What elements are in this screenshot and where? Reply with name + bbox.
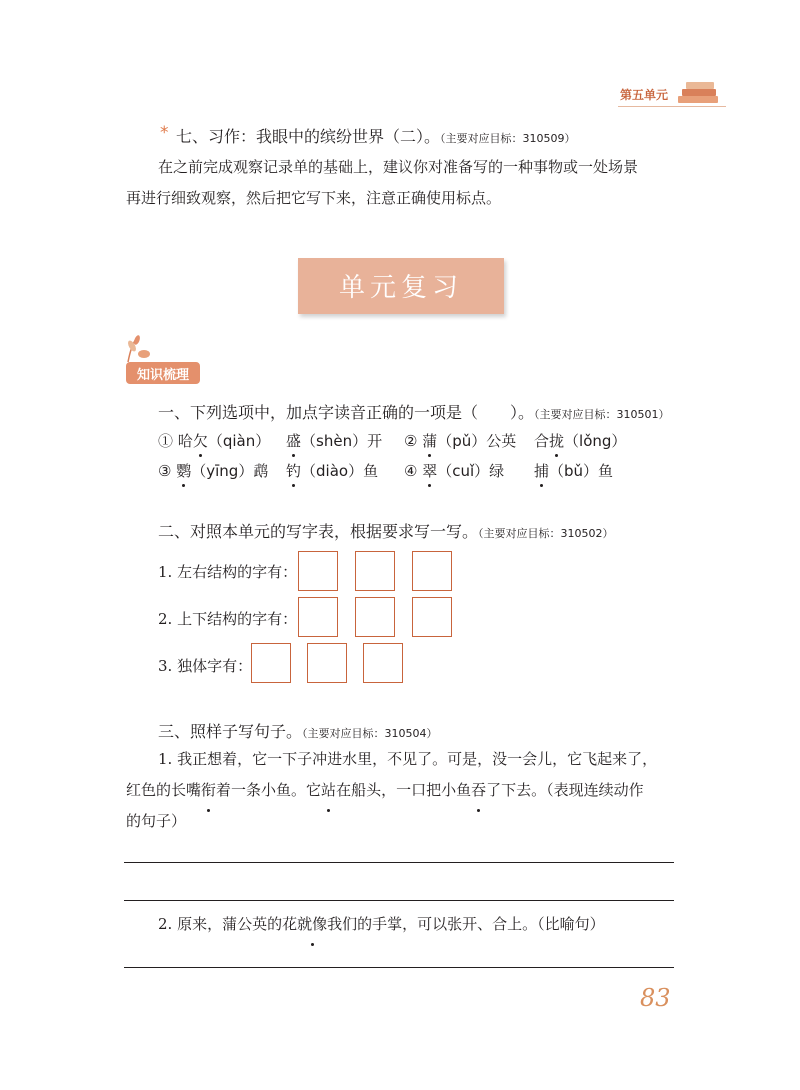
pinyin: （shèn）	[301, 432, 368, 450]
option-marker: ②	[404, 432, 418, 450]
q2-item-3-label: 3. 独体字有：	[158, 657, 253, 675]
word-part: 鱼	[363, 462, 379, 480]
writing-box[interactable]	[412, 551, 452, 591]
pinyin: （yīng）	[191, 462, 254, 480]
dotted-char: 捕	[534, 462, 550, 480]
answer-line[interactable]	[124, 900, 674, 901]
writing-box[interactable]	[298, 597, 338, 637]
word-part: 绿	[489, 462, 505, 480]
pinyin: （diào）	[301, 462, 364, 480]
text-part: 在船头，一口把小鱼	[336, 781, 472, 799]
text-part: 了下去。（表现连续动作	[486, 781, 644, 799]
q1-title: 一、下列选项中，加点字读音正确的一项是（ ）。	[158, 403, 535, 422]
section7-paragraph	[126, 152, 639, 214]
q2-heading	[158, 519, 614, 542]
q3-sentence-2	[158, 909, 605, 940]
option-marker: ①	[158, 432, 174, 450]
q1-option-1b	[286, 430, 382, 451]
writing-box[interactable]	[363, 643, 403, 683]
dotted-char: 就像	[297, 909, 327, 940]
word-part: 鹉	[253, 462, 269, 480]
pinyin: （cuǐ）	[437, 462, 490, 480]
knowledge-badge-label: 知识梳理	[136, 368, 189, 383]
header-rule	[618, 106, 726, 107]
q1-option-2b	[534, 430, 626, 451]
writing-box[interactable]	[251, 643, 291, 683]
q1-option-3	[158, 460, 268, 481]
word-part: 哈	[177, 432, 193, 450]
section7-note: （主要对应目标：310509）	[440, 132, 576, 145]
dotted-char: 衔	[201, 775, 216, 806]
q1-heading	[158, 400, 670, 423]
unit-label: 第五单元	[620, 88, 669, 102]
pinyin: （lǒng）	[564, 432, 627, 450]
q3-s1-line-2	[126, 775, 657, 806]
answer-line[interactable]	[124, 862, 674, 863]
writing-box[interactable]	[307, 643, 347, 683]
dotted-char: 翠	[422, 462, 438, 480]
q1-option-4	[404, 460, 504, 481]
dotted-char: 站	[321, 775, 336, 806]
word-part: 开	[367, 432, 383, 450]
text-part: 我们的手掌，可以张开、合上。（比喻句）	[327, 915, 605, 933]
text-part: 2. 原来，蒲公英的花	[158, 915, 298, 933]
dotted-char: 蒲	[422, 432, 438, 450]
dotted-char: 鹦	[176, 462, 192, 480]
writing-box[interactable]	[412, 597, 452, 637]
pinyin: （pǔ）	[437, 432, 487, 450]
section7-line-1: 在之前完成观察记录单的基础上，建议你对准备写的一种事物或一处场景	[158, 158, 639, 176]
answer-line[interactable]	[124, 967, 674, 968]
word-part: 公英	[486, 432, 517, 450]
q1-option-1	[158, 430, 270, 451]
writing-box[interactable]	[298, 551, 338, 591]
q1-option-3b	[286, 460, 378, 481]
q3-note: （主要对应目标：310504）	[302, 727, 438, 740]
section7-title: 七、习作：我眼中的缤纷世界（二）。	[176, 127, 441, 146]
q1-option-2	[404, 430, 516, 451]
q3-heading	[158, 719, 438, 742]
q2-title: 二、对照本单元的写字表，根据要求写一写。	[158, 522, 479, 541]
q2-item-2-label: 2. 上下结构的字有：	[158, 610, 298, 628]
q3-s1-line-1: 1. 我正想着，它一下子冲进水里，不见了。可是，没一会儿，它飞起来了，	[158, 750, 658, 768]
q3-s1-line-3: 的句子）	[126, 812, 187, 830]
dotted-char: 欠	[192, 432, 208, 450]
page-number: 83	[640, 984, 671, 1012]
dotted-char: 钓	[286, 462, 302, 480]
section7-heading	[176, 124, 576, 147]
dotted-char: 盛	[286, 432, 302, 450]
dotted-char: 吞	[471, 775, 486, 806]
section7-line-2: 再进行细致观察，然后把它写下来，注意正确使用标点。	[126, 189, 502, 207]
q2-item-1-label: 1. 左右结构的字有：	[158, 563, 298, 581]
review-title: 单元复习	[338, 273, 463, 303]
writing-box[interactable]	[355, 597, 395, 637]
q3-title: 三、照样子写句子。	[158, 722, 303, 741]
option-marker: ③	[158, 462, 172, 480]
writing-box[interactable]	[355, 551, 395, 591]
q1-option-4b	[534, 460, 613, 481]
pinyin: （qiàn）	[207, 432, 271, 450]
star-icon: *	[160, 123, 169, 143]
text-part: 着一条小鱼。它	[216, 781, 322, 799]
dotted-char: 拢	[549, 432, 565, 450]
option-marker: ④	[404, 462, 418, 480]
word-part: 鱼	[598, 462, 614, 480]
leaf-bird-icon	[122, 332, 152, 364]
q3-sentence-1	[126, 744, 658, 837]
q2-note: （主要对应目标：310502）	[478, 527, 614, 540]
pinyin: （bǔ）	[549, 462, 599, 480]
word-part: 合	[534, 432, 550, 450]
q1-note: （主要对应目标：310501）	[534, 408, 670, 421]
text-part: 红色的长嘴	[126, 781, 202, 799]
books-icon	[674, 80, 722, 106]
